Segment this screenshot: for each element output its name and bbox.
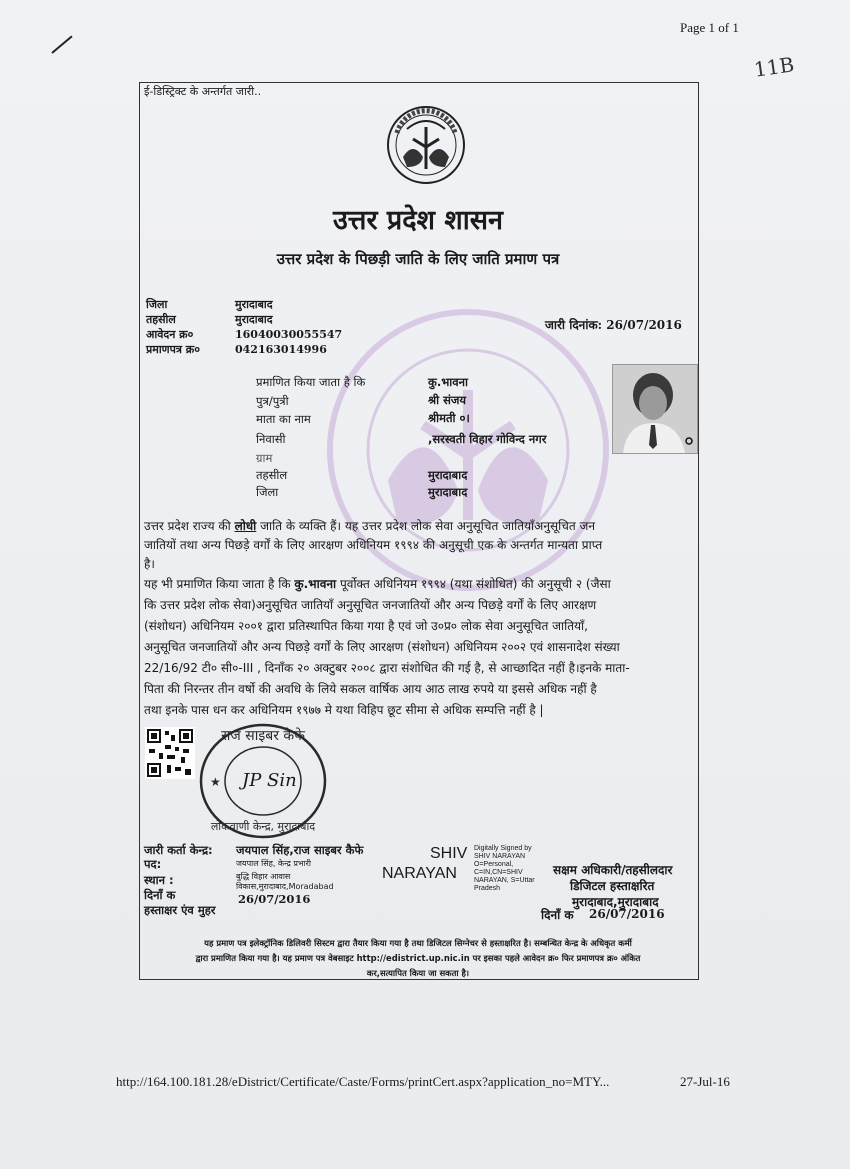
authority-title: सक्षम अधिकारी/तहसीलदार [553, 863, 673, 877]
issuing-center-value: जयपाल सिंह,राज साइबर कैफे [236, 843, 364, 857]
para2-line-5: 22/16/92 टी० सी०-III , दिनाँक २० अक्टुबर २००८ द्वारा संशोधित की गई है, से आच्छादित नहीं है।इनके माता- [144, 661, 630, 675]
person-district-label: जिला [256, 485, 279, 499]
place-label: स्थान : [144, 873, 174, 887]
para1-line-3: है। [144, 557, 155, 571]
post-label: पद: [144, 857, 162, 871]
caste-paragraph [144, 517, 696, 574]
caste-name: लोधी [234, 519, 257, 533]
authority-location: मुरादाबाद,मुरादाबाद [572, 895, 659, 909]
digital-signer-name-1: SHIV [430, 845, 468, 862]
authority-date-value: 26/07/2016 [589, 907, 665, 921]
pen-mark [51, 36, 72, 54]
center-seal-stamp [196, 720, 330, 842]
print-url: http://164.100.181.28/eDistrict/Certificate/Caste/Forms/printCert.aspx?application_no=MTY... [116, 1074, 610, 1089]
child-of-label: पुत्र/पुत्री [256, 394, 289, 408]
qr-code-icon [145, 727, 195, 779]
district-label: जिला [146, 298, 168, 311]
print-date: 27-Jul-16 [680, 1074, 730, 1089]
person-district-value: मुरादाबाद [428, 485, 468, 499]
para1-line-2: जातियों तथा अन्य पिछड़े वर्गों के लिए आरक्षण अधिनियम १९९४ की अनुसूची एक के अन्तर्गत मान्यता प्राप्त [144, 538, 603, 552]
authority-date-label: दिनाँ क [541, 908, 574, 922]
issuer-date-label: दिनाँ क [144, 888, 176, 902]
handwritten-annotation: 11B [752, 52, 796, 82]
village-label: ग्राम [256, 451, 273, 465]
post-value: जयपाल सिंह, केन्द्र प्रभारी [236, 859, 311, 868]
tehsil-label: तहसील [146, 313, 176, 326]
verification-note [144, 936, 692, 981]
para2-text-b: पूर्वोक्त अधिनियम १९९४ (यथा संशोधित) की अनुसूची २ (जैसा [336, 577, 611, 591]
digital-signer-name-2: NARAYAN [382, 865, 457, 882]
issued-under-text: ई-डिस्ट्रिक्ट के अन्तर्गत जारी.. [144, 85, 262, 98]
para2-applicant-name: कु.भावना [294, 577, 337, 591]
application-no-label: आवेदन क्र० [146, 328, 194, 341]
note-line-2: द्वारा प्रमाणित किया गया है। यह प्रमाण पत्र वेबसाइट http://edistrict.up.nic.in पर इसका पहले आवेदन क्र० फिर प्रमाणपत्र क्र० अंकित [195, 953, 641, 963]
handwritten-signature: JP Sin [242, 770, 297, 791]
sign-seal-label: हस्ताक्षर एंव मुहर [144, 903, 216, 917]
note-line-1: यह प्रमाण पत्र इलेक्ट्रॉनिक डिलिवरी सिस्टम द्वारा तैयार किया गया है तथा डिजिटल सिग्नेचर से हस्ताक्षरित है। सम्बन्धित केन्द्र के अधिकृत कर्मी [204, 938, 632, 948]
tehsil-value: मुरादाबाद [235, 313, 273, 326]
place-line-1: बुद्धि विहार आवास [236, 872, 291, 881]
svg-text:राज साइबर कैफे: राज साइबर कैफे [221, 728, 305, 744]
para1-text-a: उत्तर प्रदेश राज्य की [144, 519, 235, 533]
resident-label: निवासी [256, 432, 286, 446]
issuer-date-value: 26/07/2016 [238, 892, 311, 906]
up-state-emblem-icon [377, 103, 475, 189]
para2-line-7: तथा इनके पास धन कर अधिनियम १९७७ मे यथा विहिप छूट सीमा से अधिक सम्पत्ति नहीं है | [144, 703, 544, 717]
main-title: उत्तर प्रदेश शासन [333, 205, 503, 236]
certificate-no-value: 042163014996 [235, 343, 327, 356]
svg-text:लोकवाणी केन्द्र, मुरादाबाद: लोकवाणी केन्द्र, मुरादाबाद [210, 820, 316, 833]
certified-label: प्रमाणित किया जाता है कि [256, 375, 366, 389]
para2-line-4: अनुसूचित जनजातियों और अन्य पिछड़े वर्गों के लिए आरक्षण (संशोधन) अधिनियम २००२ एवं शासनादेश संख्या [144, 640, 620, 654]
application-no-value: 16040030055547 [235, 328, 343, 341]
person-tehsil-label: तहसील [256, 468, 288, 482]
applicant-photo [612, 364, 698, 454]
resident-value: ,सरस्वती विहार गोविन्द नगर [428, 432, 547, 446]
person-tehsil-value: मुरादाबाद [428, 468, 468, 482]
authority-digital-sign: डिजिटल हस्ताक्षरित [570, 879, 655, 893]
place-line-2: विकास,मुरादाबाद,Moradabad [236, 882, 334, 891]
certification-paragraph [144, 574, 696, 721]
sub-title: उत्तर प्रदेश के पिछड़ी जाति के लिए जाति प्रमाण पत्र [276, 250, 560, 268]
certificate-no-label: प्रमाणपत्र क्र० [146, 343, 200, 356]
para2-line-3: (संशोधन) अधिनियम २००१ द्वारा प्रतिस्थापित किया गया है एवं जो उ०प्र० लोक सेवा अनुसूचित जातियाँ, [144, 619, 588, 633]
note-line-3: कर,सत्यापित किया जा सकता है। [366, 968, 470, 978]
mother-label: माता का नाम [256, 412, 311, 426]
issuing-center-label: जारी कर्ता केन्द्र: [144, 843, 213, 857]
svg-text:★: ★ [210, 775, 221, 789]
para2-line-6: पिता की निरन्तर तीन वर्षो की अवधि के लिये सकल वार्षिक आय आठ लाख रुपये या इससे अधिक नहीं है [144, 682, 597, 696]
page-number: Page 1 of 1 [680, 20, 739, 35]
applicant-name: कु.भावना [428, 375, 469, 389]
district-value: मुरादाबाद [235, 298, 273, 311]
para1-text-b: जाति के व्यक्ति हैं। यह उत्तर प्रदेश लोक सेवा अनुसूचित जातियाँअनुसूचित जन [256, 519, 596, 533]
digital-signature-details: Digitally Signed by SHIV NARAYAN O=Personal, C=IN,CN=SHIV NARAYAN, S=Uttar Pradesh [474, 845, 535, 892]
father-name: श्री संजय [428, 393, 467, 407]
mother-name: श्रीमती ०। [428, 411, 470, 425]
para2-text-a: यह भी प्रमाणित किया जाता है कि [144, 577, 295, 591]
issue-date: जारी दिनांक: 26/07/2016 [545, 318, 682, 332]
para2-line-2: कि उत्तर प्रदेश लोक सेवा)अनुसूचित जातियाँ अनुसूचित जनजातियों और अन्य पिछड़े वर्गों के लिए आरक्षण [144, 598, 597, 612]
